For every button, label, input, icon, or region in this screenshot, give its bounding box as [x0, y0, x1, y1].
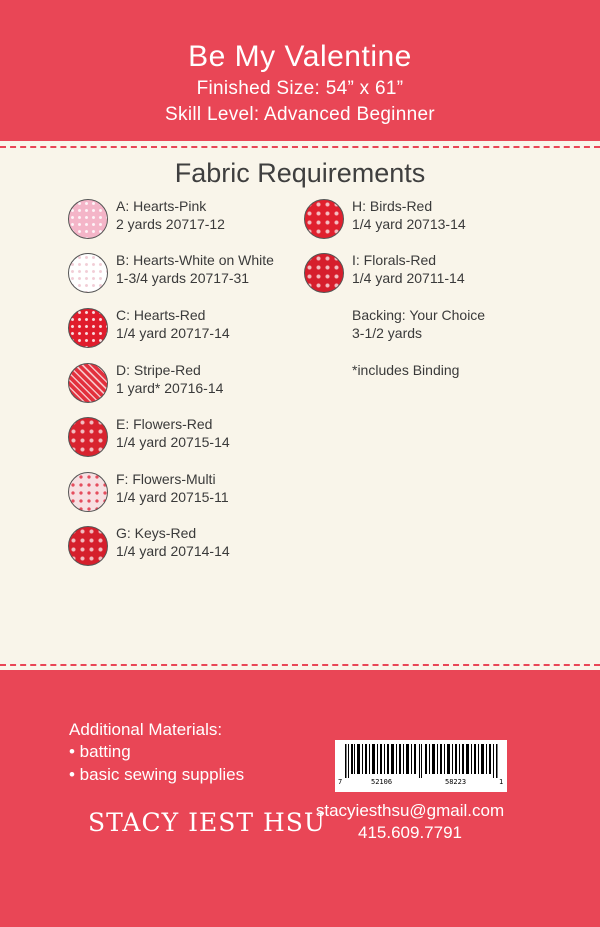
fabric-item-b: [68, 251, 274, 293]
designer-logo: STACY IEST HSU: [88, 808, 326, 837]
fabric-item-g: [68, 524, 230, 566]
fabric-detail: 1-3/4 yards 20717-31: [116, 270, 250, 286]
fabric-detail: 1/4 yard 20715-11: [116, 489, 229, 505]
birds-red-swatch-icon: [304, 199, 344, 239]
fabric-name: D: Stripe-Red: [116, 362, 201, 378]
stripe-red-swatch-icon: [68, 363, 108, 403]
fabric-detail: 1/4 yard 20711-14: [352, 270, 465, 286]
backing-label: Backing: Your Choice: [352, 307, 486, 323]
fabric-item-c: [68, 306, 230, 348]
hearts-pink-swatch-icon: [68, 199, 108, 239]
fabric-detail: 1/4 yard 20717-14: [116, 325, 230, 341]
fabric-name: C: Hearts-Red: [116, 307, 206, 323]
hearts-white-swatch-icon: [68, 253, 108, 293]
fabric-detail: 1 yard* 20716-14: [116, 380, 224, 396]
hearts-red-swatch-icon: [68, 308, 108, 348]
keys-red-swatch-icon: [68, 526, 108, 566]
binding-note: *includes Binding: [352, 362, 460, 378]
fabric-detail: 1/4 yard 20713-14: [352, 216, 466, 232]
finished-size: Finished Size: 54” x 61”: [196, 78, 404, 99]
fabric-item-h: [304, 197, 466, 239]
contact-phone[interactable]: 415.609.7791: [358, 823, 462, 842]
fabric-detail: 1/4 yard 20714-14: [116, 543, 230, 559]
flowers-multi-swatch-icon: [68, 472, 108, 512]
fabric-name: I: Florals-Red: [352, 252, 437, 268]
header-banner: [0, 0, 600, 141]
flowers-red-swatch-icon: [68, 417, 108, 457]
stitch-divider-bottom: [0, 664, 600, 666]
stitch-divider-top: [0, 146, 600, 148]
material-item: • basic sewing supplies: [69, 765, 245, 784]
florals-red-swatch-icon: [304, 253, 344, 293]
fabric-detail: 2 yards 20717-12: [116, 216, 225, 232]
barcode-digits-group2: 58223: [445, 778, 467, 786]
fabric-item-a: [68, 197, 225, 239]
fabric-name: F: Flowers-Multi: [116, 471, 216, 487]
fabric-name: H: Birds-Red: [352, 198, 433, 214]
barcode: [335, 740, 507, 792]
barcode-digit-right: 1: [499, 778, 504, 786]
skill-level: Skill Level: Advanced Beginner: [165, 104, 435, 125]
fabric-requirements-heading: Fabric Requirements: [174, 158, 426, 188]
barcode-digits-group1: 52106: [371, 778, 393, 786]
barcode-digit-left: 7: [338, 778, 343, 786]
fabric-name: E: Flowers-Red: [116, 416, 213, 432]
fabric-item-i: [304, 251, 465, 293]
fabric-name: G: Keys-Red: [116, 525, 197, 541]
contact-email[interactable]: stacyiesthsu@gmail.com: [315, 801, 505, 820]
fabric-name: A: Hearts-Pink: [116, 198, 207, 214]
fabric-detail: 1/4 yard 20715-14: [116, 434, 230, 450]
footer-banner: [0, 670, 600, 927]
additional-materials-heading: Additional Materials:: [69, 720, 223, 739]
backing-amount: 3-1/2 yards: [352, 325, 423, 341]
fabric-item-e: [68, 415, 230, 457]
fabric-item-d: [68, 361, 223, 403]
fabric-name: B: Hearts-White on White: [116, 252, 274, 268]
barcode-bars-icon: [341, 744, 501, 778]
pattern-title: Be My Valentine: [188, 40, 412, 73]
fabric-item-f: [68, 470, 229, 512]
material-item: • batting: [69, 742, 131, 761]
